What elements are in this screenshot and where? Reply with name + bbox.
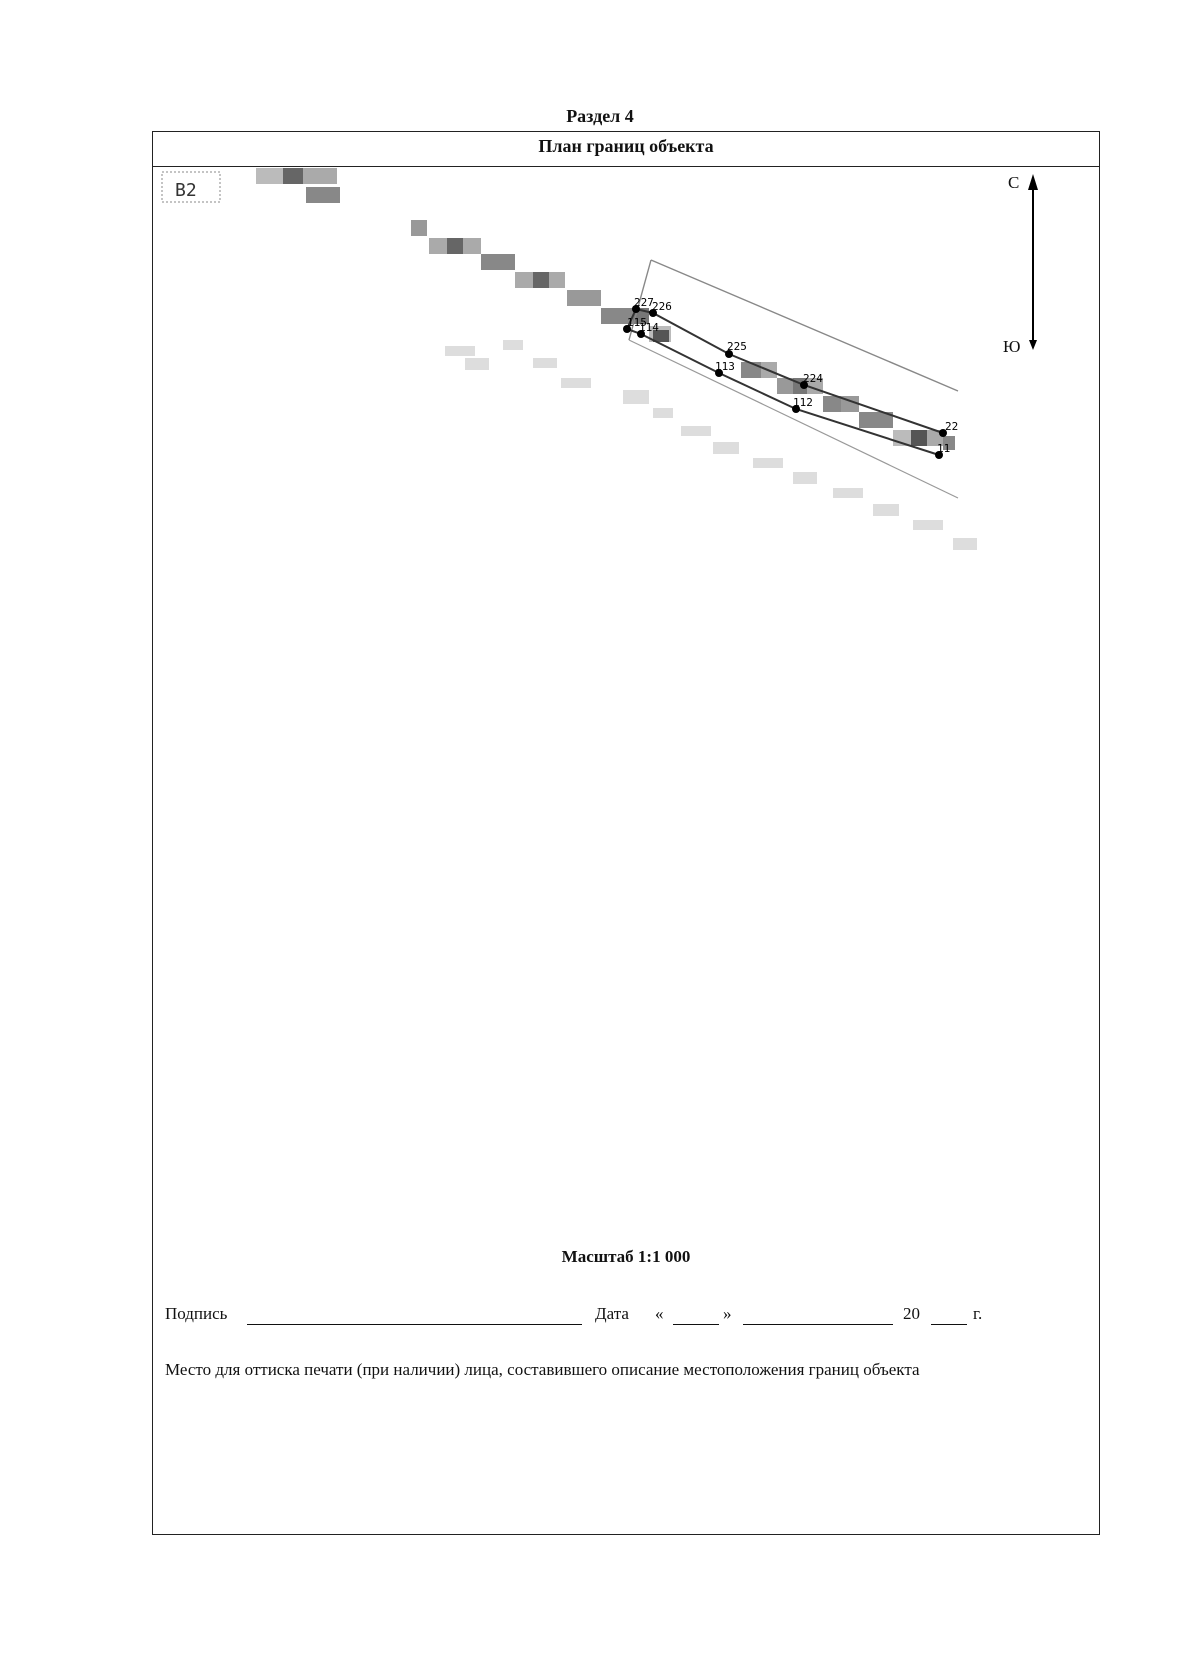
day-line: [673, 1324, 719, 1325]
signature-label: Подпись: [165, 1304, 228, 1323]
stamp-place-note: Место для оттиска печати (при наличии) лица, составившего описание местоположения границ объекта: [165, 1360, 920, 1379]
label-225: 225: [727, 340, 747, 353]
south-label: Ю: [1003, 337, 1021, 356]
label-227: 227: [634, 296, 654, 309]
date-label: Дата: [595, 1304, 629, 1323]
quote-close: »: [723, 1304, 732, 1323]
label-113: 113: [715, 360, 735, 373]
year-suffix: г.: [973, 1304, 983, 1323]
south-arrowhead: [1029, 340, 1037, 350]
document-frame: [152, 131, 1100, 1535]
north-arrowhead: [1028, 174, 1038, 190]
sheet-label: В2: [175, 180, 197, 201]
section-label: Раздел 4: [566, 106, 634, 126]
label-11: 11: [937, 442, 951, 455]
quote-open: «: [655, 1304, 664, 1323]
map-scale: Масштаб 1:1 000: [561, 1247, 691, 1266]
document-title: План границ объекта: [153, 132, 1099, 167]
boundary-map: [153, 168, 1099, 1368]
object-boundary-top: [636, 309, 943, 433]
label-114: 114: [639, 321, 659, 334]
signature-row: [165, 1304, 1085, 1328]
adjacent-band: [256, 168, 955, 450]
label-226: 226: [652, 300, 672, 313]
label-112: 112: [793, 396, 813, 409]
signature-line: [247, 1324, 582, 1325]
north-label: С: [1008, 173, 1020, 192]
year-line: [931, 1324, 967, 1325]
label-22: 22: [945, 420, 959, 433]
label-224: 224: [803, 372, 823, 385]
label-115: 115: [627, 316, 647, 329]
boundary-map-drawing: [153, 168, 1099, 1368]
month-line: [743, 1324, 893, 1325]
year-prefix: 20: [903, 1304, 920, 1323]
